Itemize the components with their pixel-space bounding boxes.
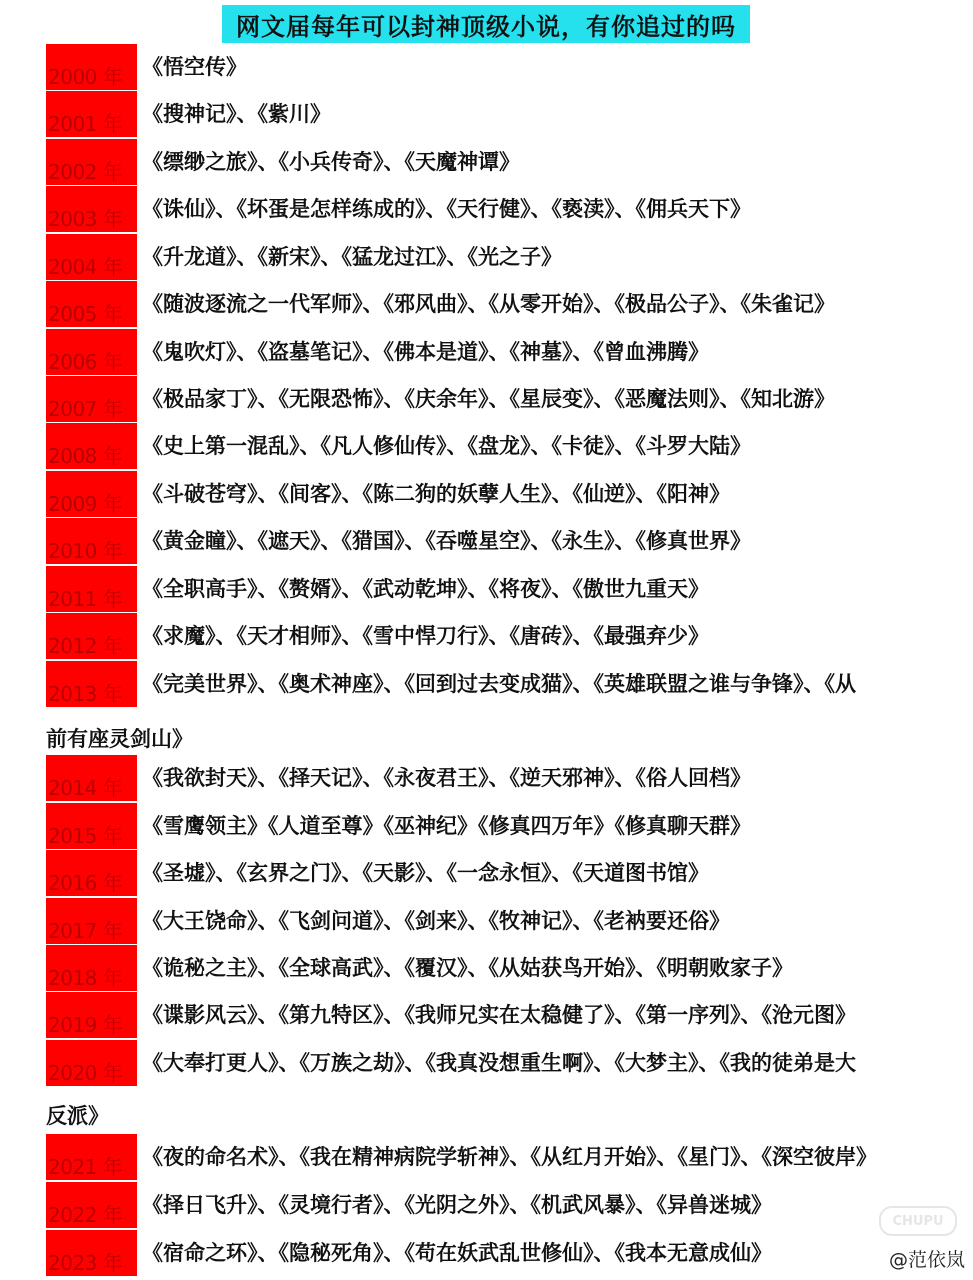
year-label: 2017 年 [46, 898, 137, 944]
year-label: 2016 年 [46, 850, 137, 896]
book-titles: 《悟空传》 [142, 55, 247, 79]
year-row [46, 1230, 946, 1276]
year-label: 2022 年 [46, 1182, 137, 1228]
year-row [46, 566, 946, 612]
year-label: 2002 年 [46, 139, 137, 185]
year-label: 2007 年 [46, 376, 137, 422]
book-titles: 《大王饶命》、《飞剑问道》、《剑来》、《牧神记》、《老衲要还俗》 [142, 909, 730, 933]
book-titles-continuation: 反派》 [46, 1104, 109, 1128]
book-titles: 《全职高手》、《赘婿》、《武动乾坤》、《将夜》、《傲世九重天》 [142, 577, 709, 601]
year-label: 2000 年 [46, 44, 137, 90]
year-row [46, 945, 946, 991]
book-titles: 《完美世界》、《奥术神座》、《回到过去变成猫》、《英雄联盟之谁与争锋》、《从 [142, 672, 856, 696]
year-row [46, 329, 946, 375]
book-titles: 《随波逐流之一代军师》、《邪风曲》、《从零开始》、《极品公子》、《朱雀记》 [142, 292, 835, 316]
year-label: 2012 年 [46, 613, 137, 659]
book-titles: 《谍影风云》、《第九特区》、《我师兄实在太稳健了》、《第一序列》、《沧元图》 [142, 1003, 856, 1027]
year-row [46, 281, 946, 327]
year-row [46, 44, 946, 90]
book-titles: 《黄金瞳》、《遮天》、《猎国》、《吞噬星空》、《永生》、《修真世界》 [142, 529, 751, 553]
year-row [46, 1134, 946, 1180]
year-row [46, 850, 946, 896]
year-row [46, 186, 946, 232]
year-row [46, 1040, 946, 1086]
year-label: 2018 年 [46, 945, 137, 991]
year-label: 2001 年 [46, 91, 137, 137]
year-row [46, 898, 946, 944]
year-label: 2014 年 [46, 755, 137, 801]
year-label: 2020 年 [46, 1040, 137, 1086]
book-titles: 《鬼吹灯》、《盗墓笔记》、《佛本是道》、《神墓》、《曾血沸腾》 [142, 340, 709, 364]
book-titles: 《大奉打更人》、《万族之劫》、《我真没想重生啊》、《大梦主》、《我的徒弟是大 [142, 1051, 856, 1075]
watermark-logo: CHUPU [879, 1206, 957, 1236]
book-titles: 《搜神记》、《紫川》 [142, 102, 331, 126]
year-row [46, 803, 946, 849]
year-row [46, 91, 946, 137]
book-titles: 《极品家丁》、《无限恐怖》、《庆余年》、《星辰变》、《恶魔法则》、《知北游》 [142, 387, 835, 411]
year-label: 2019 年 [46, 992, 137, 1038]
year-label: 2009 年 [46, 471, 137, 517]
book-titles: 《雪鹰领主》《人道至尊》《巫神纪》《修真四万年》《修真聊天群》 [142, 814, 751, 838]
year-label: 2005 年 [46, 281, 137, 327]
year-row [46, 234, 946, 280]
year-row [46, 139, 946, 185]
book-titles: 《缥缈之旅》、《小兵传奇》、《天魔神谭》 [142, 150, 520, 174]
year-label: 2004 年 [46, 234, 137, 280]
book-titles: 《我欲封天》、《择天记》、《永夜君王》、《逆天邪神》、《俗人回档》 [142, 766, 751, 790]
book-titles: 《择日飞升》、《灵境行者》、《光阴之外》、《机武风暴》、《异兽迷城》 [142, 1193, 772, 1217]
year-label: 2015 年 [46, 803, 137, 849]
year-row [46, 755, 946, 801]
year-label: 2003 年 [46, 186, 137, 232]
year-row [46, 992, 946, 1038]
year-row [46, 518, 946, 564]
book-titles-continuation: 前有座灵剑山》 [46, 727, 193, 751]
book-titles: 《夜的命名术》、《我在精神病院学斩神》、《从红月开始》、《星门》、《深空彼岸》 [142, 1145, 877, 1169]
year-row [46, 376, 946, 422]
year-row [46, 661, 946, 707]
year-row [46, 613, 946, 659]
book-titles: 《史上第一混乱》、《凡人修仙传》、《盘龙》、《卡徒》、《斗罗大陆》 [142, 434, 751, 458]
year-label: 2023 年 [46, 1230, 137, 1276]
book-titles: 《升龙道》、《新宋》、《猛龙过江》、《光之子》 [142, 245, 562, 269]
year-row [46, 1182, 946, 1228]
book-titles: 《诛仙》、《坏蛋是怎样练成的》、《天行健》、《亵渎》、《佣兵天下》 [142, 197, 751, 221]
book-titles: 《诡秘之主》、《全球高武》、《覆汉》、《从姑获鸟开始》、《明朝败家子》 [142, 956, 793, 980]
year-row [46, 423, 946, 469]
book-titles: 《宿命之环》、《隐秘死角》、《苟在妖武乱世修仙》、《我本无意成仙》 [142, 1241, 772, 1265]
year-label: 2010 年 [46, 518, 137, 564]
year-label: 2013 年 [46, 661, 137, 707]
book-titles: 《求魔》、《天才相师》、《雪中悍刀行》、《唐砖》、《最强弃少》 [142, 624, 709, 648]
author-signature: @范依岚 [888, 1249, 965, 1271]
page-title: 网文届每年可以封神顶级小说，有你追过的吗 [236, 12, 736, 41]
year-label: 2006 年 [46, 329, 137, 375]
book-titles: 《斗破苍穹》、《间客》、《陈二狗的妖孽人生》、《仙逆》、《阳神》 [142, 482, 730, 506]
year-label: 2011 年 [46, 566, 137, 612]
year-row [46, 471, 946, 517]
year-label: 2021 年 [46, 1134, 137, 1180]
book-titles: 《圣墟》、《玄界之门》、《天影》、《一念永恒》、《天道图书馆》 [142, 861, 709, 885]
year-label: 2008 年 [46, 423, 137, 469]
